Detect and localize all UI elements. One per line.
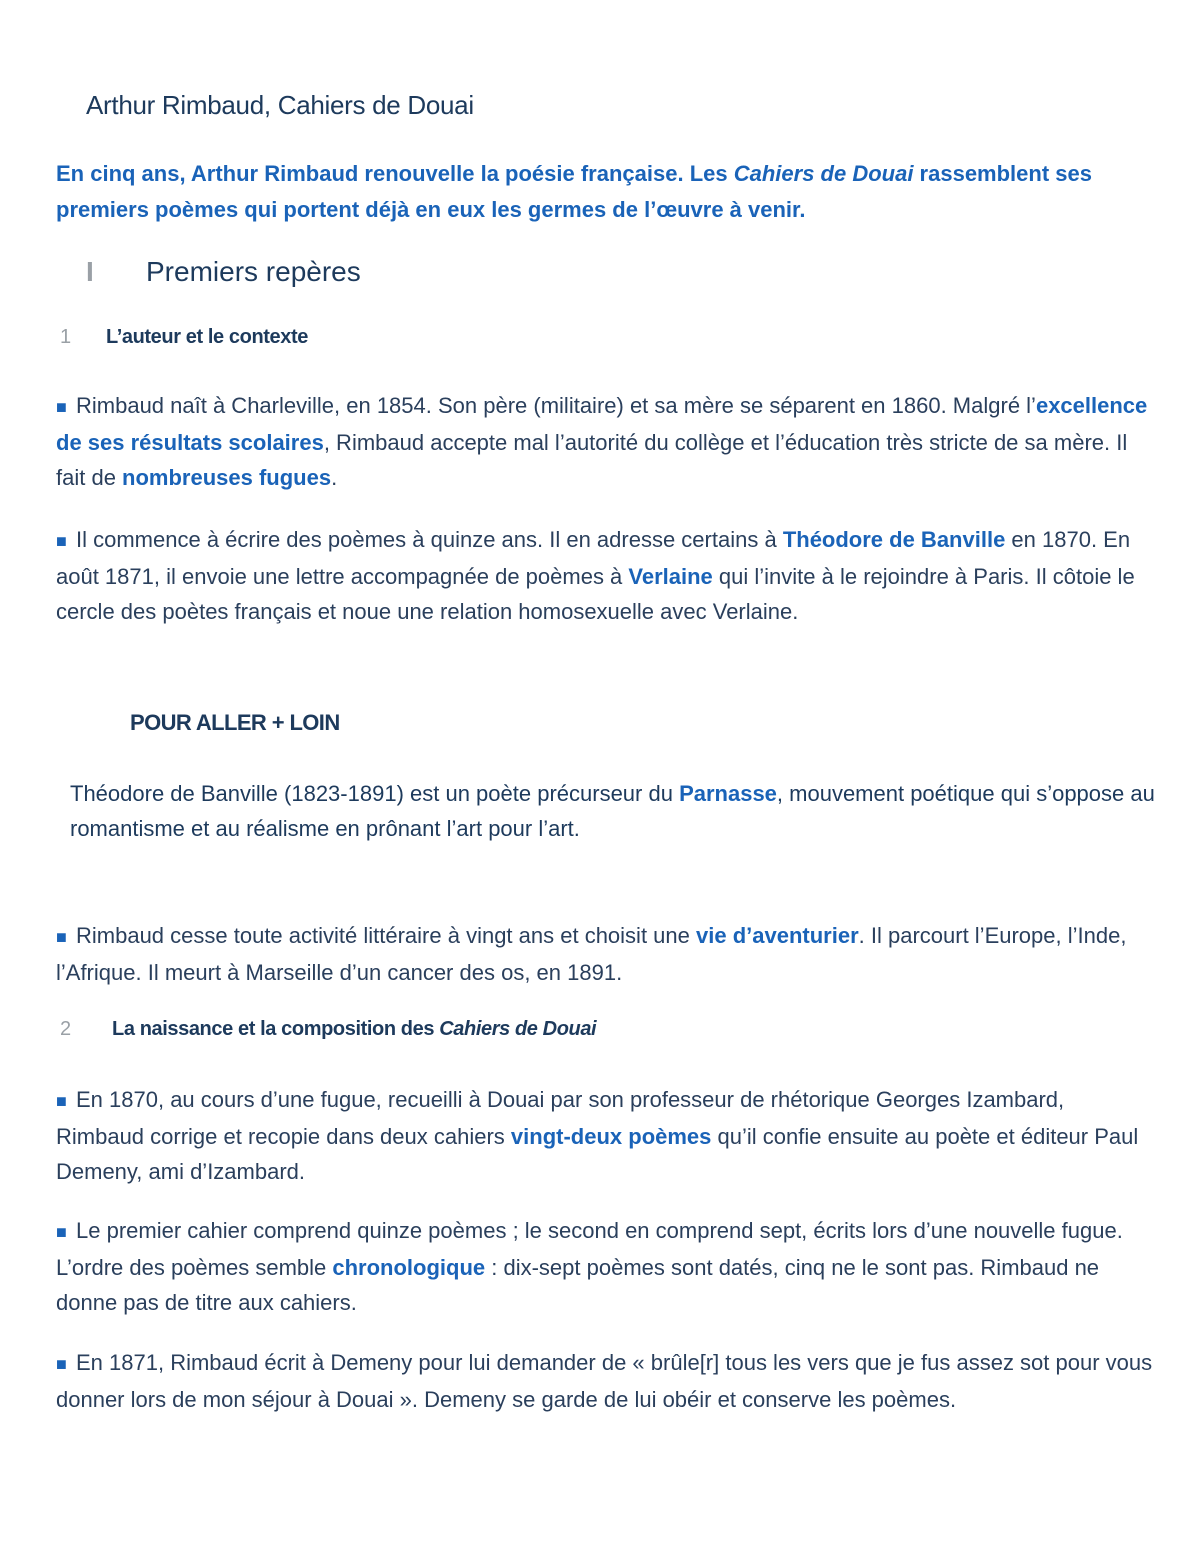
bullet-icon: ■: [56, 1091, 67, 1111]
paragraph-1: [56, 388, 1156, 495]
keyword: chronologique: [332, 1255, 486, 1280]
subsection-number: 2: [60, 1018, 71, 1040]
section-number: I: [86, 256, 94, 287]
text: Théodore de Banville (1823-1891) est un poète précurseur du: [70, 781, 680, 806]
text: . Il parcourt l’Europe, l’Inde, l’Afrique. Il meurt à Marseille d’un cancer des os, en 1891.: [56, 923, 1127, 985]
keyword: vingt-deux poèmes: [510, 1124, 712, 1149]
paragraph-6: [56, 1345, 1156, 1417]
intro-text-1: En cinq ans, Arthur Rimbaud renouvelle la poésie française. Les: [56, 161, 734, 186]
bullet-icon: ■: [56, 397, 67, 417]
subsection-heading-2: [60, 1018, 596, 1041]
bullet-icon: ■: [56, 531, 67, 551]
subsection-heading-1: [60, 326, 308, 349]
intro-paragraph: [56, 156, 1156, 228]
keyword: vie d’aventurier: [696, 923, 859, 948]
paragraph-5: [56, 1213, 1156, 1320]
text: qu’il confie ensuite au poète et éditeur Paul Demeny, ami d’Izambard.: [56, 1124, 1139, 1184]
subsection-title: La naissance et la composition des: [112, 1018, 440, 1040]
box-title: POUR ALLER + LOIN: [130, 710, 340, 735]
keyword: Verlaine: [628, 564, 713, 589]
paragraph-2: [56, 522, 1156, 629]
subsection-number: 1: [60, 326, 71, 348]
box-text: [70, 776, 1160, 846]
text: : dix-sept poèmes sont datés, cinq ne le sont pas. Rimbaud ne donne pas de titre aux cahiers.: [56, 1255, 1100, 1315]
paragraph-3: [56, 918, 1156, 990]
keyword: Théodore de Banville: [782, 527, 1006, 552]
text: Il commence à écrire des poèmes à quinze ans. Il en adresse certains à: [76, 527, 783, 552]
text: qui l’invite à le rejoindre à Paris. Il côtoie le cercle des poètes français et noue une relation homosexuelle avec Verlaine.: [56, 564, 1135, 624]
intro-italic-title: Cahiers de Douai: [733, 161, 914, 186]
text: En 1870, au cours d’une fugue, recueilli à Douai par son professeur de rhétorique Georges Izambard, Rimbaud corrige et recopie dans deux cahiers: [56, 1087, 1065, 1149]
bullet-icon: ■: [56, 1354, 67, 1374]
bullet-icon: ■: [56, 927, 67, 947]
text: en 1870. En août 1871, il envoie une lettre accompagnée de poèmes à: [56, 527, 1131, 589]
keyword: nombreuses fugues: [122, 465, 332, 490]
text: , mouvement poétique qui s’oppose au romantisme et au réalisme en prônant l’art pour l’art.: [70, 781, 1155, 841]
text: , Rimbaud accepte mal l’autorité du collège et l’éducation très stricte de sa mère. Il fait de: [56, 430, 1128, 490]
text: .: [331, 465, 338, 490]
section-title: Premiers repères: [146, 256, 361, 287]
paragraph-4: [56, 1082, 1156, 1189]
intro-text-2: rassemblent ses premiers poèmes qui portent déjà en eux les germes de l’œuvre à venir.: [56, 161, 1092, 222]
text: Rimbaud naît à Charleville, en 1854. Son père (militaire) et sa mère se séparent en 1860. Malgré l’: [76, 393, 1036, 418]
subsection-title: L’auteur et le contexte: [106, 326, 308, 348]
page-title: Arthur Rimbaud, Cahiers de Douai: [86, 90, 474, 120]
text: En 1871, Rimbaud écrit à Demeny pour lui demander de « brûle[r] tous les vers que je fus assez sot pour vous donner lors de mon séjour à Douai ». Demeny se garde de lui obéir et conserve les poèmes.: [56, 1350, 1153, 1412]
bullet-icon: ■: [56, 1222, 67, 1242]
section-heading: [86, 256, 361, 288]
keyword: excellence de ses résultats scolaires: [56, 393, 1148, 455]
subsection-italic-title: Cahiers de Douai: [439, 1018, 597, 1040]
keyword: Parnasse: [679, 781, 777, 806]
text: Rimbaud cesse toute activité littéraire à vingt ans et choisit une: [76, 923, 696, 948]
text: Le premier cahier comprend quinze poèmes ; le second en comprend sept, écrits lors d’une nouvelle fugue. L’ordre des poèmes semble: [56, 1218, 1123, 1280]
